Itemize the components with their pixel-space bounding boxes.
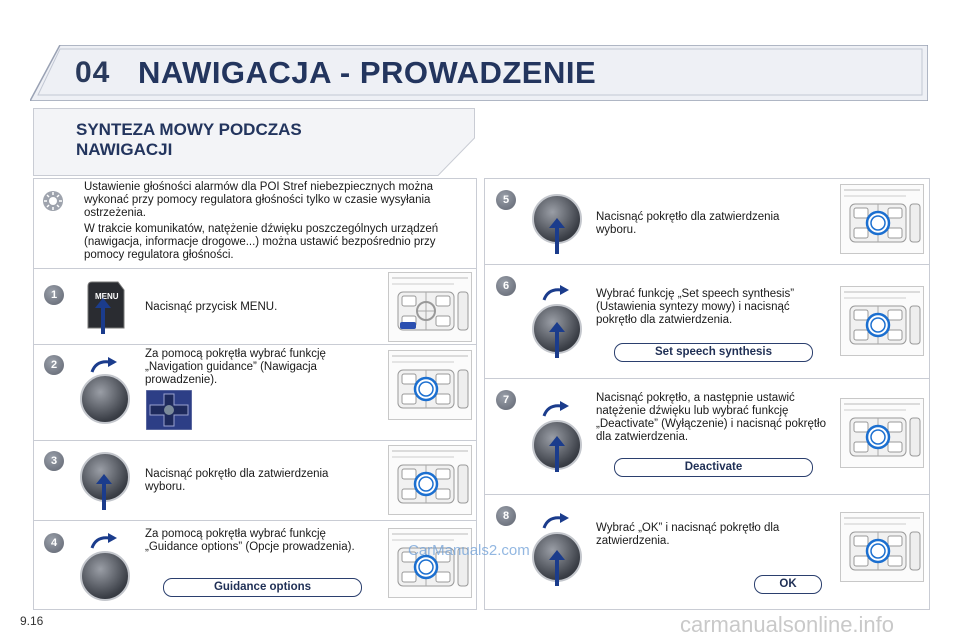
chapter-number: 04 [75,56,111,89]
curved-arrow-icon [542,400,570,418]
option-guidance-options[interactable]: Guidance options [163,578,362,597]
up-arrow-icon [102,482,106,510]
page-number: 9.16 [20,614,44,628]
step-badge-3: 3 [44,451,64,471]
up-arrow-icon [555,226,559,254]
step-5-text: Nacisnąć pokrętło dla zatwierdzenia wyboru. [596,211,780,236]
up-arrow-icon [101,306,105,334]
radio-panel-knob-illustration [388,350,472,420]
curved-arrow-icon [90,356,118,374]
curved-arrow-icon [542,284,570,302]
radio-panel-knob-illustration [840,512,924,582]
step-1-text: Nacisnąć przycisk MENU. [145,301,278,313]
step-7-text: Nacisnąć pokrętło, a następnie ustawić natężenie dźwięku lub wybrać funkcję „Deactivate” (Wyłączenie) i nacisnąć pokrętło dla zatwierdzenia. [596,392,826,443]
step-badge-7: 7 [496,390,516,410]
intro-paragraph-2: W trakcie komunikatów, natężenie dźwięku poszczególnych urządzeń (nawigacja, informacje drogowe...) można ustawić bezpośrednio przy pomocy regulatora głośności. [84,223,439,261]
curved-arrow-icon [542,512,570,530]
radio-panel-menu-illustration [388,272,472,342]
step-8-text: Wybrać „OK” i nacisnąć pokrętło dla zatwierdzenia. [596,522,780,547]
radio-panel-knob-illustration [840,286,924,356]
joystick-cross-icon [146,390,192,430]
up-arrow-icon [555,444,559,472]
menu-button-label: MENU [95,292,119,301]
section-title: SYNTEZA MOWY PODCZAS NAWIGACJI [76,120,302,159]
sun-bulb-icon [42,190,64,212]
watermark-carmanualsonline: carmanualsonline.info [680,612,895,637]
radio-panel-knob-illustration [388,445,472,515]
step-badge-8: 8 [496,506,516,526]
option-set-speech-synthesis[interactable]: Set speech synthesis [614,343,813,362]
intro-paragraph-1: Ustawienie głośności alarmów dla POI Stref niebezpiecznych można wykonać przy pomocy regulatora głośności tylko w czasie wysyłania ostrzeżenia. [84,181,433,219]
watermark-carmanuals: CarManuals2.com [408,542,530,559]
step-2-text: Za pomocą pokrętła wybrać funkcję „Navigation guidance” (Nawigacja prowadzenie). [145,348,326,386]
step-3-text: Nacisnąć pokrętło dla zatwierdzenia wyboru. [145,468,329,493]
step-6-text: Wybrać funkcję „Set speech synthesis” (Ustawienia syntezy mowy) i nacisnąć pokrętło dla zatwierdzenia. [596,288,795,326]
rotary-knob-icon [80,374,130,424]
radio-panel-knob-illustration [840,398,924,468]
chapter-title: NAWIGACJA - PROWADZENIE [138,55,597,90]
up-arrow-icon [555,558,559,586]
step-badge-4: 4 [44,533,64,553]
step-badge-2: 2 [44,355,64,375]
step-badge-5: 5 [496,190,516,210]
rotary-knob-icon [80,551,130,601]
step-badge-6: 6 [496,276,516,296]
up-arrow-icon [555,330,559,358]
option-ok[interactable]: OK [754,575,822,594]
step-badge-1: 1 [44,285,64,305]
option-deactivate[interactable]: Deactivate [614,458,813,477]
radio-panel-knob-illustration [840,184,924,254]
step-4-text: Za pomocą pokrętła wybrać funkcję „Guidance options” (Opcje prowadzenia). [145,528,355,553]
radio-panel-knob-illustration [388,528,472,598]
curved-arrow-icon [90,532,118,550]
